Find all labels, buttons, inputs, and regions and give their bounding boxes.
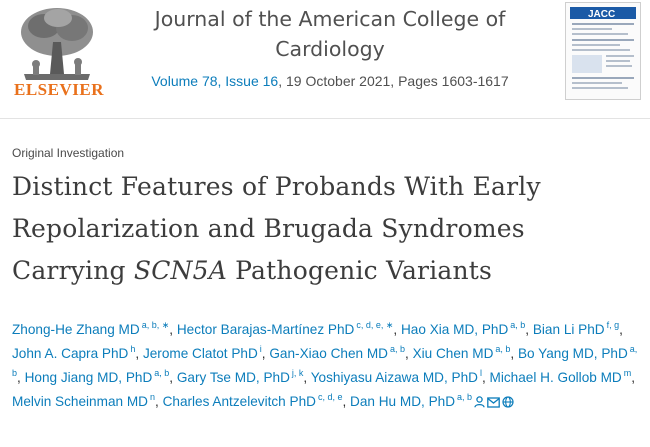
- person-icon[interactable]: [474, 396, 485, 408]
- author-affiliation-sup[interactable]: a, b, ∗: [141, 320, 170, 330]
- author-link[interactable]: Xiu Chen MD: [412, 346, 494, 361]
- article-title-line2: Repolarization and Brugada Syndromes: [12, 214, 525, 243]
- mail-icon[interactable]: [487, 397, 500, 408]
- author-affiliation-sup[interactable]: m: [623, 368, 632, 378]
- cover-image: [566, 3, 640, 99]
- issue-info: [110, 73, 550, 89]
- author-list: Zhong-He Zhang MD $^{a, b, ∗}$, Hector Barajas-Martínez PhD $^{c, d, e, ∗}$, Hao Xia MD, PhD $^{a, b}$, Bian Li PhD $^{f, g}$, John A. Capra PhD $^h$, Jerome Clatot PhD $^i$, Gan-Xiao Chen MD $^{a, b}$, Xiu Chen MD $^{a, b}$, Bo Yang MD, PhD $^{a, b}$, Hong Jiang MD, PhD $^{a, b}$, Gary Tse MD, PhD $^{j, k}$, Yoshiyasu Aizawa MD, PhD $^l$, Michael H. Gollob MD $^m$, Melvin Scheinman MD $^n$, Charles Antzelevitch PhD $^{c, d, e}$, Dan Hu MD, PhD $^{a, b}$: [12, 320, 638, 409]
- author-link[interactable]: Bian Li PhD: [532, 322, 605, 337]
- author-affiliation-sup[interactable]: f, g: [606, 320, 620, 330]
- cover-label: JACC: [588, 9, 616, 20]
- author-link[interactable]: Melvin Scheinman MD: [12, 394, 148, 409]
- volume-issue-link[interactable]: Volume 78, Issue 16: [151, 73, 279, 89]
- author-link[interactable]: Dan Hu MD, PhD: [350, 394, 456, 409]
- article-title-line3-post: Pathogenic Variants: [227, 256, 493, 285]
- elsevier-tree-logo-icon: [14, 2, 100, 84]
- author-affiliation-sup[interactable]: a, b: [457, 392, 473, 402]
- author-affiliation-sup[interactable]: l: [479, 368, 482, 378]
- author-link[interactable]: Jerome Clatot PhD: [142, 346, 258, 361]
- article-title: [12, 166, 642, 292]
- author-affiliation-sup[interactable]: a, b: [154, 368, 170, 378]
- author-affiliation-sup[interactable]: a, b: [510, 320, 526, 330]
- author-link[interactable]: Hao Xia MD, PhD: [400, 322, 509, 337]
- author-affiliation-sup[interactable]: a, b: [389, 344, 405, 354]
- author-affiliation-sup[interactable]: a, b: [12, 344, 638, 378]
- author-link[interactable]: Gan-Xiao Chen MD: [269, 346, 388, 361]
- author-affiliation-sup[interactable]: j, k: [291, 368, 304, 378]
- publisher-name: ELSEVIER: [14, 80, 104, 99]
- globe-icon[interactable]: [502, 396, 514, 408]
- author-affiliation-sup[interactable]: c, d, e, ∗: [356, 320, 394, 330]
- author-link[interactable]: Hector Barajas-Martínez PhD: [176, 322, 355, 337]
- article-title-line3-pre: Carrying: [12, 256, 134, 285]
- publisher-logo[interactable]: [6, 2, 116, 110]
- author-link[interactable]: Zhong-He Zhang MD: [12, 322, 140, 337]
- author-affiliation-sup[interactable]: n: [149, 392, 155, 402]
- journal-title[interactable]: [110, 4, 550, 64]
- author-link[interactable]: Gary Tse MD, PhD: [176, 370, 290, 385]
- author-affiliation-sup[interactable]: c, d, e: [317, 392, 343, 402]
- journal-title-line1: Journal of the American College of: [154, 7, 506, 31]
- author-affiliation-sup[interactable]: h: [130, 344, 136, 354]
- article-title-gene: SCN5A: [133, 256, 227, 285]
- journal-header: [0, 0, 650, 118]
- header-divider: [0, 118, 650, 119]
- author-link[interactable]: Yoshiyasu Aizawa MD, PhD: [310, 370, 478, 385]
- author-link[interactable]: Bo Yang MD, PhD: [517, 346, 628, 361]
- article-title-line1: Distinct Features of Probands With Early: [12, 172, 541, 201]
- author-link[interactable]: Michael H. Gollob MD: [489, 370, 622, 385]
- journal-title-line2: Cardiology: [275, 37, 385, 61]
- issue-date-pages: , 19 October 2021, Pages 1603-1617: [278, 73, 509, 89]
- author-affiliation-sup[interactable]: a, b: [495, 344, 511, 354]
- journal-info: [110, 4, 550, 89]
- author-link[interactable]: Hong Jiang MD, PhD: [24, 370, 153, 385]
- author-link[interactable]: Charles Antzelevitch PhD: [162, 394, 316, 409]
- author-affiliation-sup[interactable]: i: [259, 344, 262, 354]
- author-link[interactable]: John A. Capra PhD: [12, 346, 129, 361]
- article-type-label: Original Investigation: [12, 146, 125, 160]
- journal-cover-thumbnail[interactable]: [565, 2, 641, 100]
